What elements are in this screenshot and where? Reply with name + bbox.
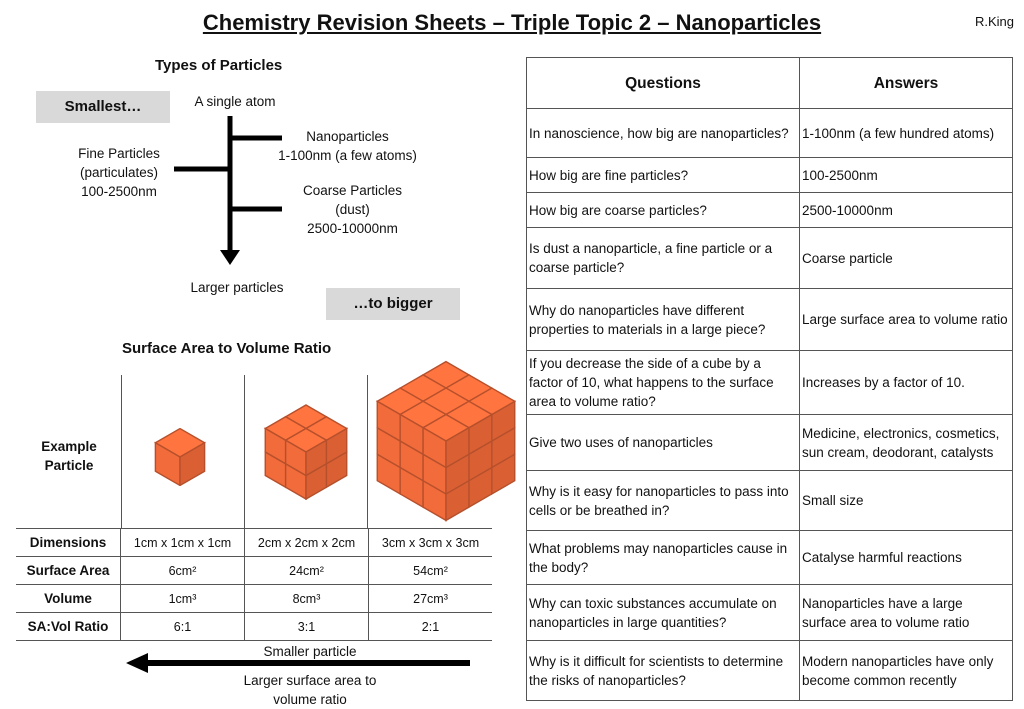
nanoparticles-label: Nanoparticles 1-100nm (a few atoms) <box>278 129 417 163</box>
table-row <box>16 557 492 585</box>
divider <box>367 375 368 528</box>
table-row <box>527 585 1013 641</box>
larger-particles-label: Larger particles <box>190 280 284 295</box>
smallest-box: Smallest… <box>36 91 170 123</box>
larger-sa-label: Larger surface area to volume ratio <box>243 673 377 707</box>
table-row <box>527 228 1013 289</box>
table-row <box>16 585 492 613</box>
size-axis-arrowhead <box>220 250 240 265</box>
sa-heading: Surface Area to Volume Ratio <box>122 340 332 357</box>
smaller-particle-label: Smaller particle <box>263 644 357 659</box>
table-row <box>527 415 1013 471</box>
divider <box>121 375 122 528</box>
table-row <box>527 351 1013 415</box>
table-row <box>527 193 1013 228</box>
answer-cell: Increases by a factor of 10. <box>800 351 1013 415</box>
page-title: Chemistry Revision Sheets – Triple Topic 2 – Nanoparticles <box>202 10 822 35</box>
question-cell: Why is it difficult for scientists to determine the risks of nanoparticles? <box>527 641 800 701</box>
cube-1cm <box>150 428 210 486</box>
divider <box>244 375 245 528</box>
questions-header: Questions <box>527 58 800 109</box>
answer-cell: Coarse particle <box>800 228 1013 289</box>
value-cell: 54cm² <box>369 557 493 585</box>
question-cell: Why is it easy for nanoparticles to pass into cells or be breathed in? <box>527 471 800 531</box>
question-cell: What problems may nanoparticles cause in the body? <box>527 531 800 585</box>
value-cell: 3cm x 3cm x 3cm <box>369 529 493 557</box>
value-cell: 6cm² <box>121 557 245 585</box>
row-label: Surface Area <box>16 557 121 585</box>
table-row <box>16 613 492 641</box>
answer-cell: Small size <box>800 471 1013 531</box>
question-cell: Why do nanoparticles have different properties to materials in a large piece? <box>527 289 800 351</box>
table-row <box>527 109 1013 158</box>
answer-cell: 1-100nm (a few hundred atoms) <box>800 109 1013 158</box>
answer-cell: Catalyse harmful reactions <box>800 531 1013 585</box>
table-row <box>527 641 1013 701</box>
answer-cell: Medicine, electronics, cosmetics, sun cream, deodorant, catalysts <box>800 415 1013 471</box>
coarse-particles-label: Coarse Particles (dust) 2500-10000nm <box>302 183 403 236</box>
single-atom-label: A single atom <box>194 94 276 109</box>
row-label: Volume <box>16 585 121 613</box>
row-label: SA:Vol Ratio <box>16 613 121 641</box>
answer-cell: 100-2500nm <box>800 158 1013 193</box>
question-cell: If you decrease the side of a cube by a factor of 10, what happens to the surface area to volume ratio? <box>527 351 800 415</box>
table-row <box>527 158 1013 193</box>
answer-cell: Nanoparticles have a large surface area to volume ratio <box>800 585 1013 641</box>
answer-cell: Modern nanoparticles have only become common recently <box>800 641 1013 701</box>
value-cell: 2cm x 2cm x 2cm <box>245 529 369 557</box>
example-particle-label: Example Particle <box>41 439 97 473</box>
answer-cell: 2500-10000nm <box>800 193 1013 228</box>
question-cell: Is dust a nanoparticle, a fine particle or a coarse particle? <box>527 228 800 289</box>
value-cell: 24cm² <box>245 557 369 585</box>
cube-3cm <box>373 360 519 522</box>
fine-particles-label: Fine Particles (particulates) 100-2500nm <box>78 146 160 199</box>
answers-header: Answers <box>800 58 1013 109</box>
question-cell: How big are fine particles? <box>527 158 800 193</box>
value-cell: 1cm x 1cm x 1cm <box>121 529 245 557</box>
sa-vol-table <box>16 528 492 641</box>
question-cell: Why can toxic substances accumulate on nanoparticles in large quantities? <box>527 585 800 641</box>
answer-cell: Large surface area to volume ratio <box>800 289 1013 351</box>
types-heading: Types of Particles <box>155 57 283 74</box>
qa-table <box>526 57 1013 701</box>
value-cell: 3:1 <box>245 613 369 641</box>
value-cell: 1cm³ <box>121 585 245 613</box>
value-cell: 2:1 <box>369 613 493 641</box>
value-cell: 6:1 <box>121 613 245 641</box>
question-cell: In nanoscience, how big are nanoparticles? <box>527 109 800 158</box>
value-cell: 8cm³ <box>245 585 369 613</box>
row-label: Dimensions <box>16 529 121 557</box>
cube-2cm <box>256 404 356 500</box>
table-row <box>527 471 1013 531</box>
bigger-box: …to bigger <box>326 288 460 320</box>
table-row <box>16 529 492 557</box>
table-row <box>527 531 1013 585</box>
table-row <box>527 289 1013 351</box>
question-cell: How big are coarse particles? <box>527 193 800 228</box>
question-cell: Give two uses of nanoparticles <box>527 415 800 471</box>
value-cell: 27cm³ <box>369 585 493 613</box>
author-label: R.King <box>974 14 1014 29</box>
